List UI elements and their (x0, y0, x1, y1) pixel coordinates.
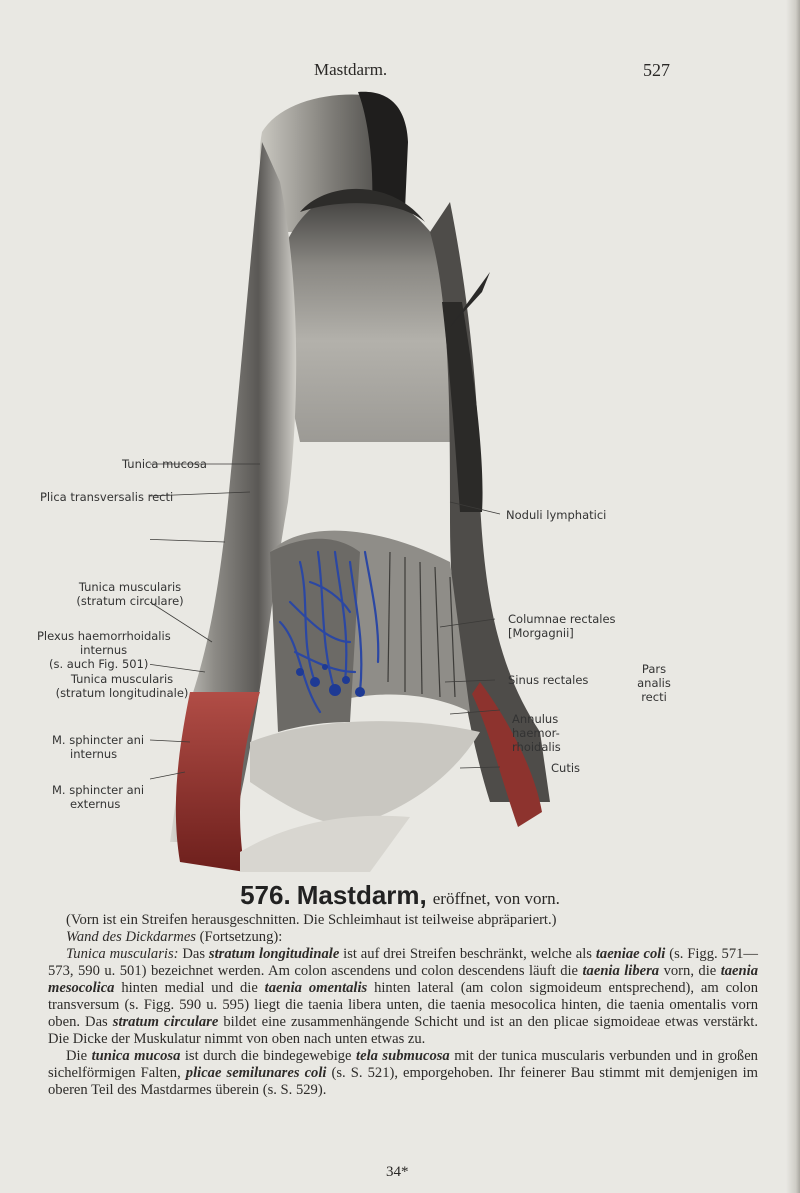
figure-subtitle: eröffnet, von vorn. (432, 889, 560, 908)
label-line: externus (70, 797, 121, 811)
text-run: tela submucosa (356, 1048, 450, 1064)
heading-italic: Wand des Dickdarmes (66, 929, 196, 945)
label-line: M. sphincter ani (52, 733, 145, 747)
paragraph-note: (Vorn ist ein Streifen herausgeschnitten. Die Schleimhaut ist teilweise abpräpariert.) (66, 912, 557, 928)
label-plexus-haemorrhoidalis (37, 629, 171, 671)
label-line: Pars (641, 662, 667, 676)
page-number: 527 (643, 60, 670, 80)
page-edge-shadow (786, 0, 800, 1193)
label-pars-analis-recti (626, 662, 682, 704)
label-line: Tunica muscularis (70, 672, 174, 686)
text-run: plicae semilunares coli (185, 1065, 327, 1081)
label-line: (stratum longitudinale) (55, 686, 189, 700)
text-run: tunica mucosa (91, 1048, 181, 1064)
text-run: bildet eine zusammenhängende Schicht und ist an den plicae sigmoideae etwas verstärkt. Die Dicke der Muskulatur nimmt von oben nach unten etwas zu. (48, 1014, 758, 1047)
text-run: ist auf drei Streifen beschränkt, welche als (339, 946, 596, 962)
label-line: Columnae rectales (508, 612, 616, 626)
text-run: taeniae coli (595, 946, 666, 962)
paragraph-mucosa (48, 1048, 758, 1099)
text-run: hinten lateral (am colon sigmoideum entsprechend), am colon transversum (s. Figg. 590 u. 595) liegt die taenia libera unten, die taenia mesocolica hinten, die taenia omentalis vorn oben. Das (48, 980, 759, 1030)
label-line: internus (70, 747, 118, 761)
label-line: (s. auch Fig. 501) (49, 657, 149, 671)
label-line: Annulus (512, 712, 559, 726)
label-tunica-muscularis-longitudinale (32, 672, 212, 700)
text-run: vorn, die (659, 963, 721, 979)
text-run: Die (66, 1048, 92, 1064)
text-run: taenia libera (582, 963, 660, 979)
text-run: mit der tunica muscularis verbunden und in großen sichelförmigen Falten, (48, 1048, 758, 1081)
label-line: haemor- (512, 726, 560, 740)
text-run: Tunica muscularis: (66, 946, 179, 962)
label-tunica-mucosa: Tunica mucosa (122, 457, 207, 471)
label-sphincter-internus (52, 733, 144, 761)
label-line: internus (80, 643, 128, 657)
text-run: stratum longitudinale (208, 946, 340, 962)
figure-caption (0, 880, 800, 911)
text-run: stratum circulare (112, 1014, 219, 1030)
paragraph-muscularis (48, 946, 758, 1048)
label-line: analis (637, 676, 671, 690)
signature-mark: 34* (386, 1164, 409, 1180)
label-plica-transversalis: Plica transversalis recti (40, 490, 174, 504)
label-line: (stratum circulare) (76, 594, 184, 608)
label-line: Plexus haemorrhoidalis (37, 629, 171, 643)
text-run: taenia omentalis (264, 980, 368, 996)
label-annulus-haemorrhoidalis (512, 712, 561, 754)
label-sphincter-externus (52, 783, 144, 811)
running-head-title: Mastdarm. (314, 60, 388, 79)
text-run: taenia mesocolica (48, 963, 758, 996)
label-line: M. sphincter ani (52, 783, 145, 797)
label-line: Tunica muscularis (78, 580, 182, 594)
label-sinus-rectales: Sinus rectales (508, 673, 589, 687)
label-columnae-rectales (508, 612, 616, 640)
text-run: (s. Figg. 571—573, 590 u. 501) bezeichnet werden. Am colon ascendens und colon descendens läuft die (48, 946, 759, 979)
label-line: [Morgagnii] (508, 626, 574, 640)
body-text (48, 912, 758, 1099)
figure-number: 576. (240, 880, 291, 910)
label-cutis: Cutis (551, 761, 581, 775)
label-tunica-muscularis-circulare (58, 580, 202, 608)
paragraph-heading (48, 929, 758, 946)
text-run: (s. S. 521), emporgehoben. Ihr feinerer Bau stimmt mit demjenigen im oberen Teil des Mastdarmes überein (s. S. 529). (48, 1065, 758, 1098)
figure-title: Mastdarm, (296, 880, 427, 910)
heading-rest: (Fortsetzung): (195, 929, 283, 945)
text-run: Das (178, 946, 209, 962)
label-noduli-lymphatici: Noduli lymphatici (506, 508, 607, 522)
text-run: ist durch die bindegewebige (180, 1048, 357, 1064)
label-line: rhoidalis (512, 740, 561, 754)
running-head (0, 58, 800, 82)
text-run: hinten medial und die (114, 980, 265, 996)
label-line: recti (641, 690, 667, 704)
